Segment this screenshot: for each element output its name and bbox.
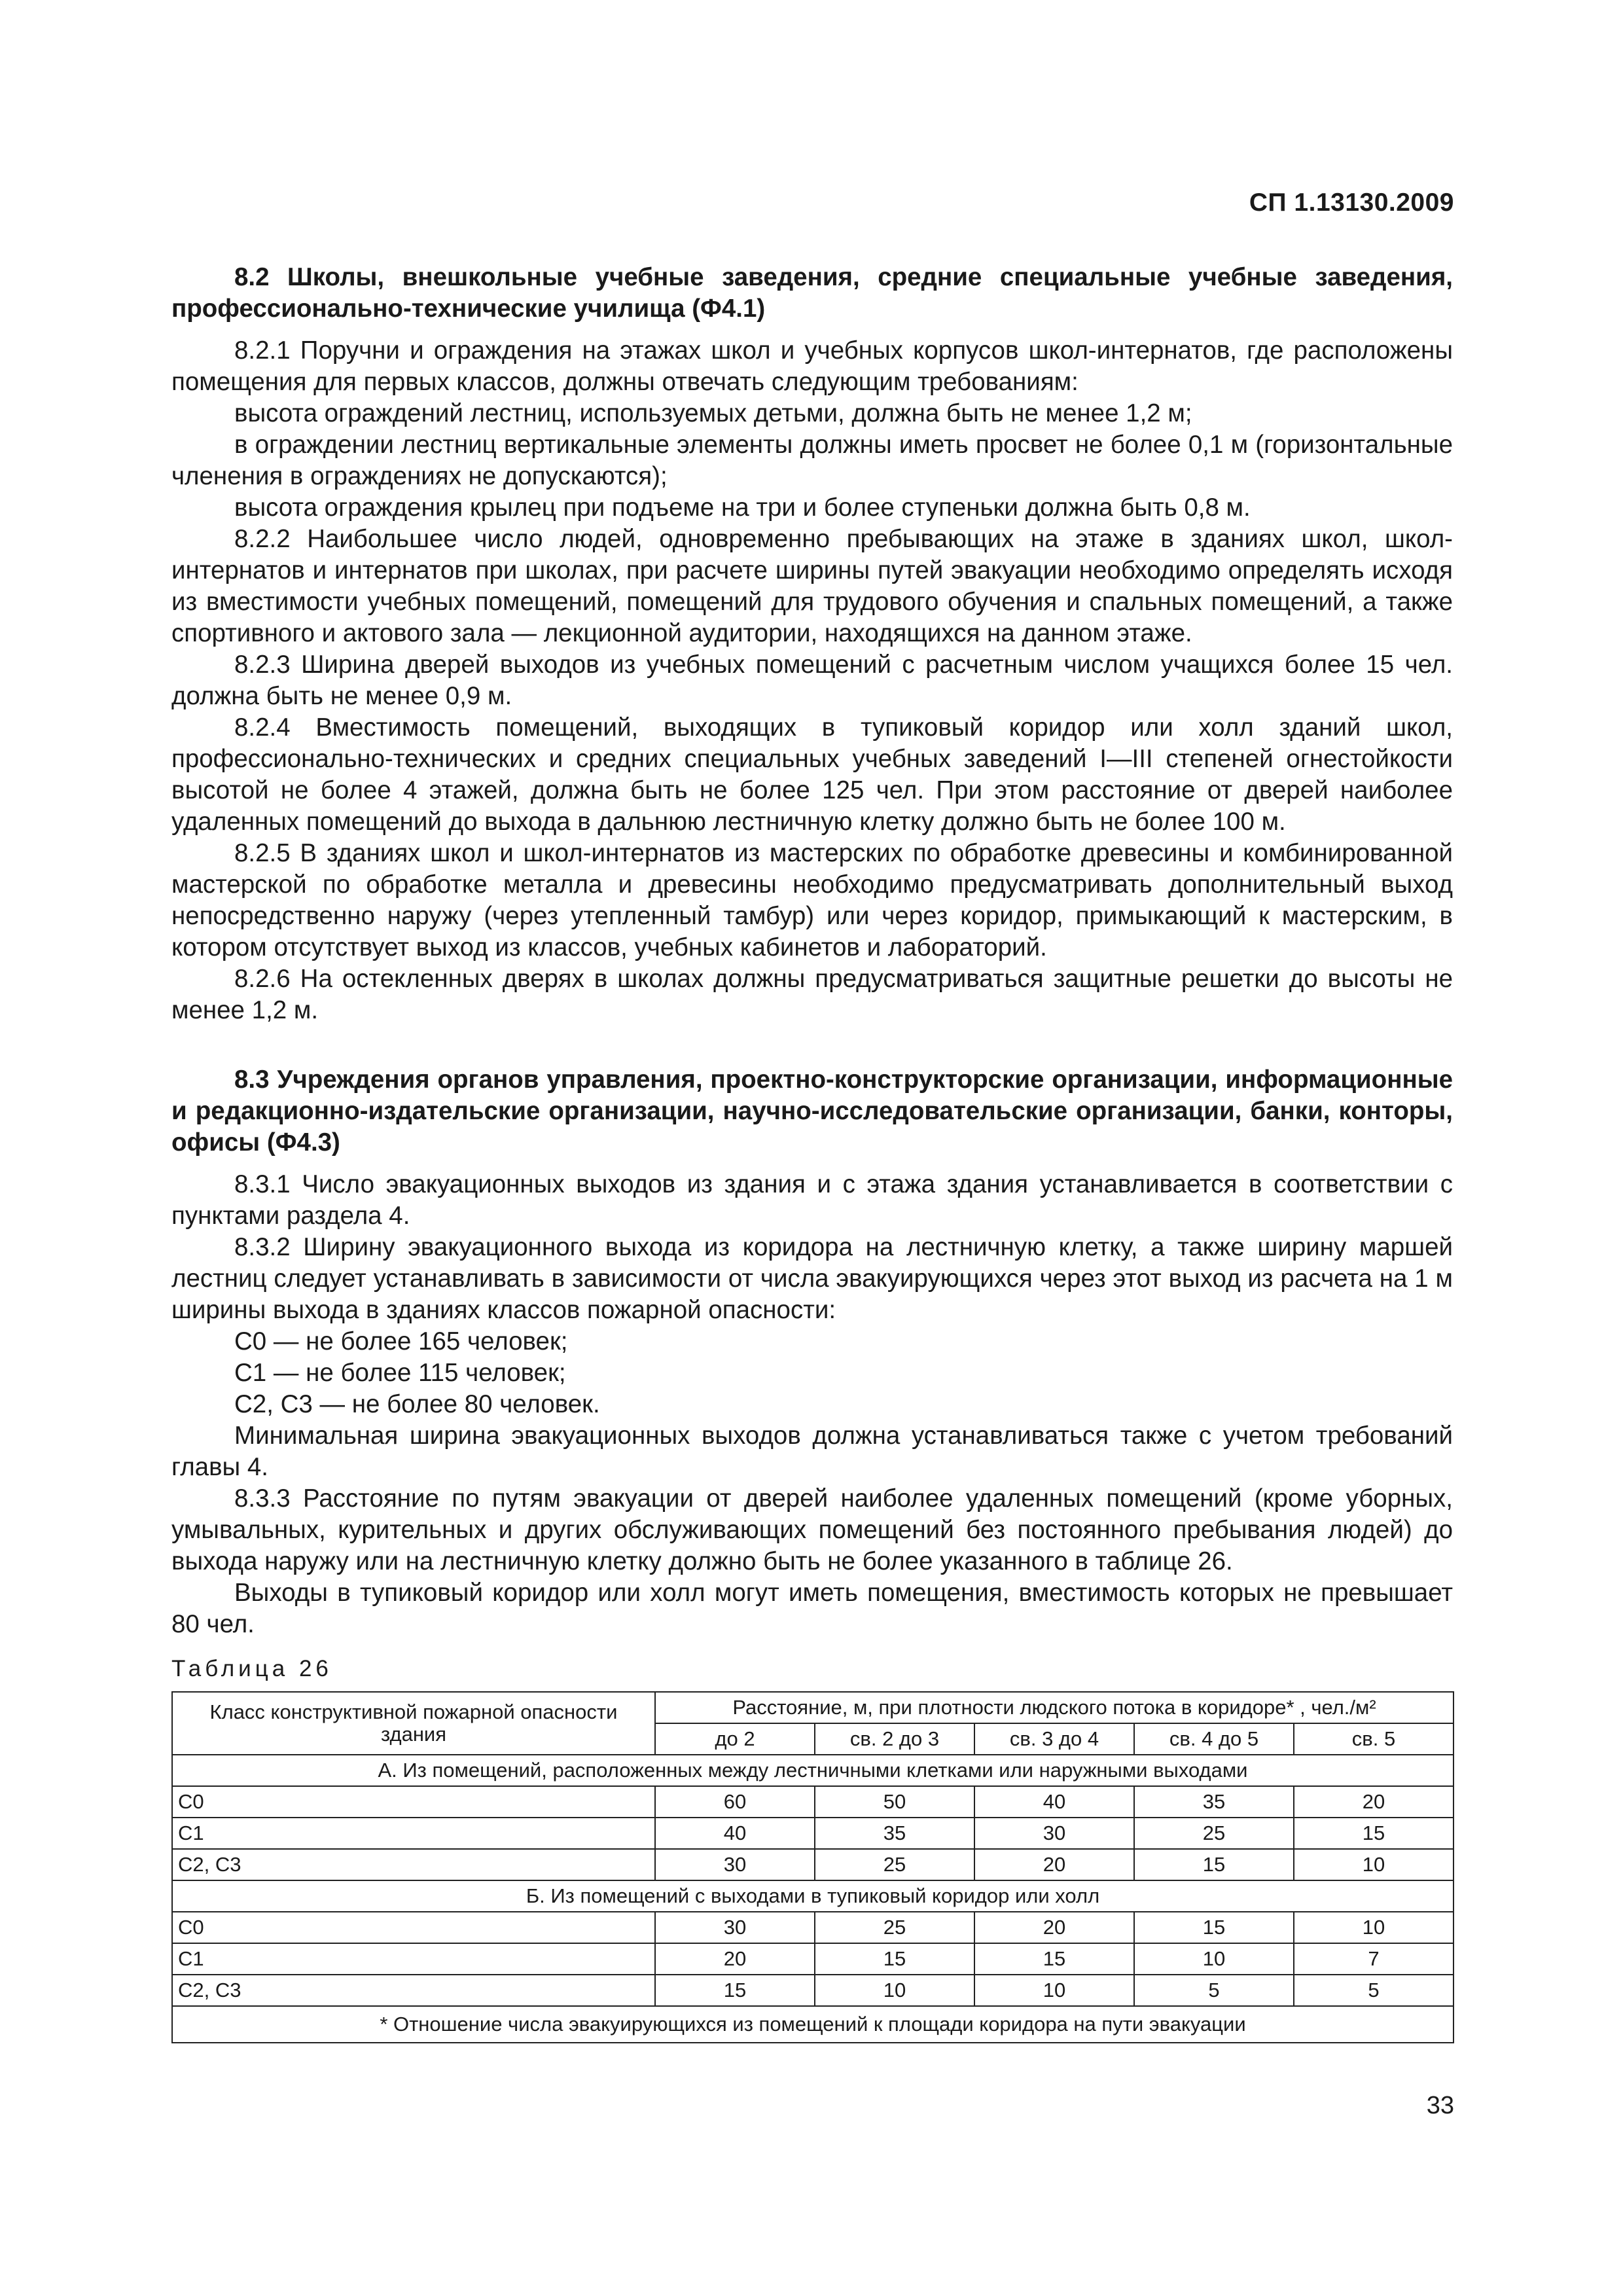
document-code: СП 1.13130.2009 [1249, 188, 1454, 217]
paragraph: 8.3.3 Расстояние по путям эвакуации от дверей наиболее удаленных помещений (кроме уборных, умывальных, курительных и других обслуживающих помещений без постоянного пребывания людей) до выхода наружу или на лестничную клетку должно быть не более указанного в таблице 26. [171, 1484, 1453, 1575]
table-header-row [172, 1692, 1454, 1723]
paragraph: высота ограждения крылец при подъеме на три и более ступеньки должна быть 0,8 м. [234, 493, 1251, 522]
cell: 35 [815, 1818, 974, 1849]
section-row [172, 1880, 1454, 1912]
table-row [172, 1943, 1454, 1975]
cell: 35 [1134, 1786, 1294, 1818]
cell: 7 [1294, 1943, 1454, 1975]
paragraph: 8.2.6 На остекленных дверях в школах должны предусматриваться защитные решетки до высоты не менее 1,2 м. [171, 965, 1453, 1024]
section-8-3-title: 8.3 Учреждения органов управления, проектно-конструкторские организации, информационные и редакционно-издательские организации, научно-исследовательские организации, банки, конторы, офисы (Ф4.3) [171, 1066, 1453, 1157]
row-label: С1 [172, 1818, 655, 1849]
table-row [172, 1849, 1454, 1880]
paragraph: высота ограждений лестниц, используемых детьми, должна быть не менее 1,2 м; [234, 399, 1192, 427]
section-title: А. Из помещений, расположенных между лестничными клетками или наружными выходами [172, 1755, 1454, 1786]
paragraph: Выходы в тупиковый коридор или холл могут иметь помещения, вместимость которых не превышает 80 чел. [171, 1579, 1453, 1638]
cell: 25 [815, 1912, 974, 1943]
cell: 10 [1294, 1912, 1454, 1943]
cell: 40 [655, 1818, 815, 1849]
footnote-row [172, 2006, 1454, 2043]
paragraph: 8.2.4 Вместимость помещений, выходящих в тупиковый коридор или холл зданий школ, профессионально-технических и средних специальных учебных заведений I—III степеней огнестойкости высотой не более 4 этажей, должна быть не более 125 чел. При этом расстояние от дверей наиболее удаленных помещений до выхода в дальнюю лестничную клетку должно быть не более 100 м. [171, 713, 1453, 836]
header-class: Класс конструктивной пожарной опасности здания [172, 1692, 655, 1755]
cell: 5 [1294, 1975, 1454, 2006]
cell: 30 [655, 1849, 815, 1880]
cell: 15 [1134, 1912, 1294, 1943]
row-label: С2, С3 [172, 1975, 655, 2006]
table-row [172, 1912, 1454, 1943]
page-number: 33 [1426, 2092, 1454, 2119]
table-footnote: * Отношение числа эвакуирующихся из помещений к площади коридора на пути эвакуации [172, 2006, 1454, 2043]
cell: 15 [655, 1975, 815, 2006]
cell: 15 [1294, 1818, 1454, 1849]
header-distance-group: Расстояние, м, при плотности людского потока в коридоре* , чел./м² [655, 1692, 1454, 1723]
header-col: св. 5 [1294, 1723, 1454, 1755]
paragraph: в ограждении лестниц вертикальные элементы должны иметь просвет не более 0,1 м (горизонтальные членения в ограждениях не допускаются); [171, 431, 1453, 490]
row-label: С2, С3 [172, 1849, 655, 1880]
cell: 30 [974, 1818, 1134, 1849]
cell: 20 [655, 1943, 815, 1975]
cell: 20 [1294, 1786, 1454, 1818]
row-label: С0 [172, 1786, 655, 1818]
table-row [172, 1975, 1454, 2006]
cell: 25 [1134, 1818, 1294, 1849]
cell: 15 [1134, 1849, 1294, 1880]
table-row [172, 1786, 1454, 1818]
cell: 15 [974, 1943, 1134, 1975]
header-col: св. 4 до 5 [1134, 1723, 1294, 1755]
cell: 40 [974, 1786, 1134, 1818]
header-col: св. 3 до 4 [974, 1723, 1134, 1755]
section-8-2-title: 8.2 Школы, внешкольные учебные заведения, средние специальные учебные заведения, профессионально-технические училища (Ф4.1) [171, 263, 1453, 323]
paragraph: С2, С3 — не более 80 человек. [234, 1390, 600, 1418]
cell: 60 [655, 1786, 815, 1818]
cell: 25 [815, 1849, 974, 1880]
paragraph: 8.3.2 Ширину эвакуационного выхода из коридора на лестничную клетку, а также ширину маршей лестниц следует устанавливать в зависимости от числа эвакуирующихся через этот выход из расчета на 1 м ширины выхода в зданиях классов пожарной опасности: [171, 1233, 1453, 1324]
section-title: Б. Из помещений с выходами в тупиковый коридор или холл [172, 1880, 1454, 1912]
cell: 20 [974, 1912, 1134, 1943]
table-caption: Таблица 26 [171, 1656, 332, 1681]
row-label: С0 [172, 1912, 655, 1943]
paragraph: С0 — не более 165 человек; [234, 1327, 568, 1355]
cell: 30 [655, 1912, 815, 1943]
cell: 5 [1134, 1975, 1294, 2006]
header-col: до 2 [655, 1723, 815, 1755]
cell: 10 [815, 1975, 974, 2006]
cell: 10 [974, 1975, 1134, 2006]
cell: 50 [815, 1786, 974, 1818]
table-26 [171, 1691, 1454, 2043]
paragraph: С1 — не более 115 человек; [234, 1359, 566, 1387]
paragraph: 8.2.5 В зданиях школ и школ-интернатов из мастерских по обработке древесины и комбинированной мастерской по обработке металла и древесины необходимо предусматривать дополнительный выход непосредственно наружу (через утепленный тамбур) или через коридор, примыкающий к мастерским, в котором отсутствует выход из классов, учебных кабинетов и лабораторий. [171, 839, 1453, 961]
table-row [172, 1818, 1454, 1849]
paragraph: 8.2.3 Ширина дверей выходов из учебных помещений с расчетным числом учащихся более 15 чел. должна быть не менее 0,9 м. [171, 651, 1453, 710]
cell: 20 [974, 1849, 1134, 1880]
paragraph: 8.2.1 Поручни и ограждения на этажах школ и учебных корпусов школ-интернатов, где расположены помещения для первых классов, должны отвечать следующим требованиям: [171, 336, 1453, 396]
section-row [172, 1755, 1454, 1786]
paragraph: 8.3.1 Число эвакуационных выходов из здания и с этажа здания устанавливается в соответствии с пунктами раздела 4. [171, 1170, 1453, 1230]
page-content [171, 262, 1453, 1640]
cell: 10 [1294, 1849, 1454, 1880]
paragraph: Минимальная ширина эвакуационных выходов должна устанавливаться также с учетом требований главы 4. [171, 1422, 1453, 1481]
paragraph: 8.2.2 Наибольшее число людей, одновременно пребывающих на этаже в зданиях школ, школ-интернатов и интернатов при школах, при расчете ширины путей эвакуации необходимо определять исходя из вместимости учебных помещений, помещений для трудового обучения и спальных помещений, а также спортивного и актового зала — лекционной аудитории, находящихся на данном этаже. [171, 525, 1453, 647]
cell: 15 [815, 1943, 974, 1975]
row-label: С1 [172, 1943, 655, 1975]
cell: 10 [1134, 1943, 1294, 1975]
header-col: св. 2 до 3 [815, 1723, 974, 1755]
